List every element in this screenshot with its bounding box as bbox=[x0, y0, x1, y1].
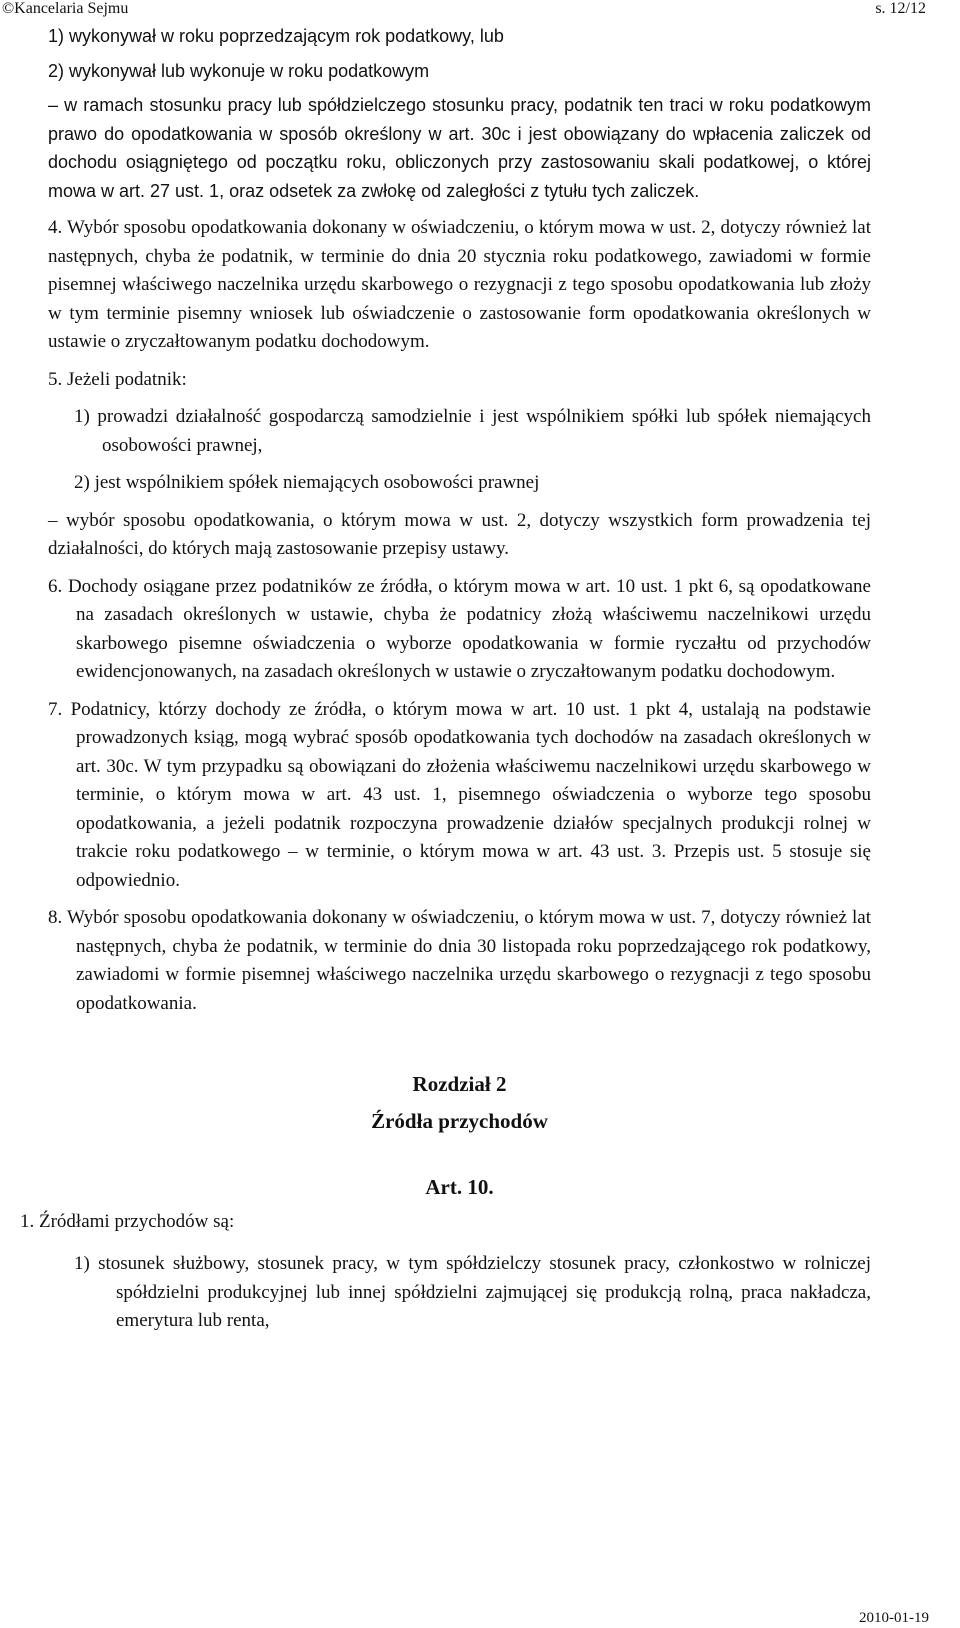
paragraph-4: 4. Wybór sposobu opodatkowania dokonany w oświadczeniu, o którym mowa w ust. 2, dotyczy również lat następnych, chyba że podatnik, w terminie do dnia 20 stycznia roku podatkowego, zawiadomi w formie pisemnej właściwego naczelnika urzędu skarbowego o rezygnacji z tego sposobu opodatkowania lub złoży w tym terminie pisemny wniosek lub oświadczenie o zastosowanie form opodatkowania określonych w ustawie o zryczałtowanym podatku dochodowym. bbox=[48, 217, 871, 352]
article-paragraph-1: 1. Źródłami przychodów są: bbox=[20, 1210, 235, 1232]
dash-paragraph: – w ramach stosunku pracy lub spółdzielczego stosunku pracy, podatnik ten traci w roku podatkowym prawo do opodatkowania w sposób określony w art. 30c i jest obowiązany do wpłacenia zaliczek od dochodu osiągniętego od początku roku, obliczonych przy zastosowaniu skali podatkowej, o której mowa w art. 27 ust. 1, oraz odsetek za zwłokę od zaległości z tytułu tych zaliczek. bbox=[48, 95, 871, 201]
paragraph-5: 5. Jeżeli podatnik: bbox=[48, 368, 187, 390]
article-label: Art. 10. bbox=[425, 1175, 494, 1199]
footer-date: 2010-01-19 bbox=[859, 1610, 929, 1626]
paragraph-8: 8. Wybór sposobu opodatkowania dokonany w oświadczeniu, o którym mowa w ust. 7, dotyczy również lat następnych, chyba że podatnik, w terminie do dnia 30 listopada roku poprzedzającego rok podatkowy, zawiadomi w formie pisemnej właściwego naczelnika urzędu skarbowego o rezygnacji z tego sposobu opodatkowania. bbox=[48, 907, 871, 1014]
paragraph-5-item-2: 2) jest wspólnikiem spółek niemających osobowości prawnej bbox=[74, 472, 540, 493]
chapter-title: Źródła przychodów bbox=[371, 1108, 548, 1133]
paragraph-5-item-1: 1) prowadzi działalność gospodarczą samodzielnie i jest wspólnikiem spółki lub spółek niemających osobowości prawnej, bbox=[74, 406, 871, 456]
article-item-1: 1) stosunek służbowy, stosunek pracy, w tym spółdzielczy stosunek pracy, członkostwo w rolniczej spółdzielni produkcyjnej lub innej spółdzielni zajmującej się produkcją rolną, praca nakładcza, emerytura lub renta, bbox=[74, 1253, 871, 1331]
page-number: s. 12/12 bbox=[875, 0, 926, 17]
paragraph-6: 6. Dochody osiągane przez podatników ze źródła, o którym mowa w art. 10 ust. 1 pkt 6, są opodatkowane na zasadach określonych w ustawie, chyba że podatnicy złożą właściwemu naczelnikowi urzędu skarbowego pisemne oświadczenia o wyborze opodatkowania w formie ryczałtu od przychodów ewidencjonowanych, na zasadach określonych w ustawie o zryczałtowanym podatku dochodowym. bbox=[48, 575, 871, 682]
paragraph-5-dash: – wybór sposobu opodatkowania, o którym mowa w ust. 2, dotyczy wszystkich form prowadzenia tej działalności, do których mają zastosowanie przepisy ustawy. bbox=[48, 509, 871, 559]
list-item-1: 1) wykonywał w roku poprzedzającym rok podatkowy, lub bbox=[48, 26, 504, 46]
paragraph-7: 7. Podatnicy, którzy dochody ze źródła, o którym mowa w art. 10 ust. 1 pkt 4, ustalają na podstawie prowadzonych ksiąg, mogą wybrać sposób opodatkowania tych dochodów na zasadach określonych w art. 30c. W tym przypadku są obowiązani do złożenia właściwemu naczelnikowi urzędu skarbowego w terminie, o którym mowa w art. 43 ust. 1, pisemnego oświadczenia o wyborze tego sposobu opodatkowania, a jeżeli podatnik rozpoczyna prowadzenie działów specjalnych produkcji rolnej w trakcie roku podatkowego – w terminie, o którym mowa w art. 43 ust. 3. Przepis ust. 5 stosuje się odpowiednio. bbox=[48, 698, 871, 891]
chapter-number: Rozdział 2 bbox=[412, 1072, 507, 1096]
document-body bbox=[20, 22, 871, 1336]
list-item-2: 2) wykonywał lub wykonuje w roku podatkowym bbox=[48, 60, 430, 81]
header-copyright: ©Kancelaria Sejmu bbox=[2, 0, 129, 17]
